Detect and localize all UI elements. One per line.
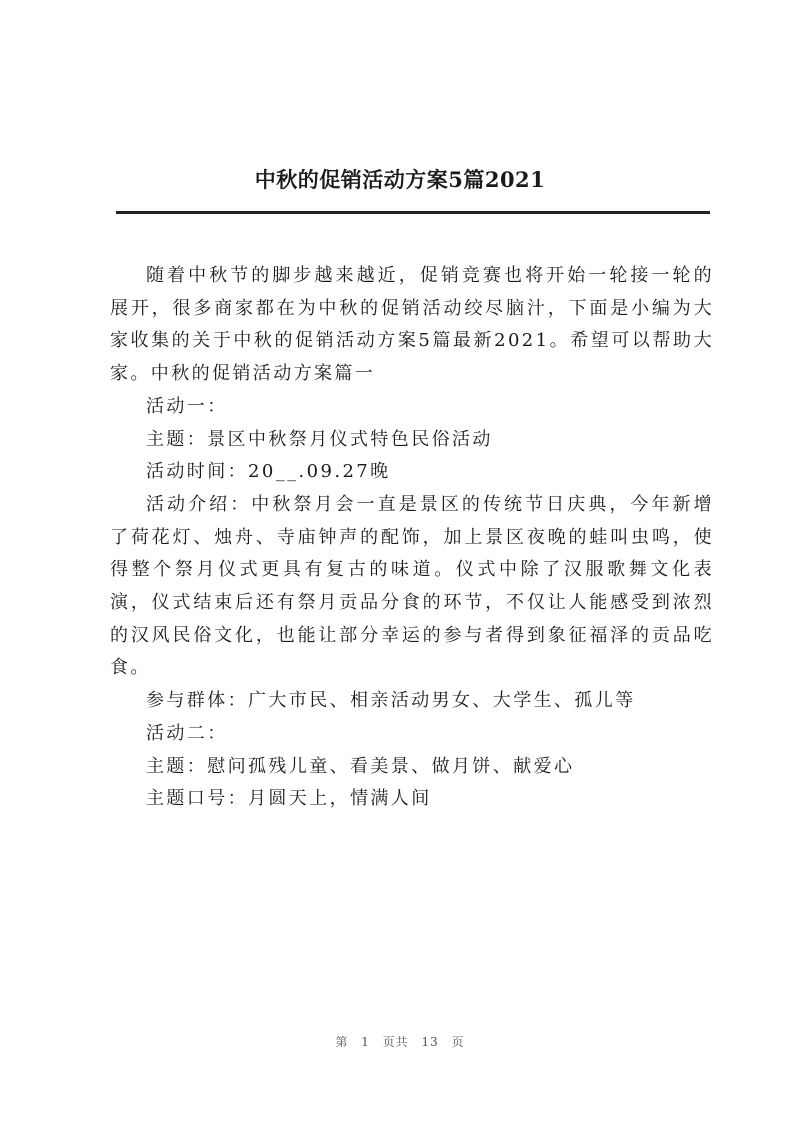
footer-middle: 页共: [382, 1035, 409, 1049]
activity-two-theme: 主题：慰问孤残儿童、看美景、做月饼、献爱心: [146, 755, 575, 777]
footer-suffix: 页: [451, 1035, 465, 1049]
activity-one-time: 活动时间：20__.09.27晚: [146, 461, 391, 483]
footer-prefix: 第: [335, 1035, 349, 1049]
activity-one-description: 活动介绍：中秋祭月会一直是景区的传统节日庆典，今年新增了荷花灯、烛舟、寺庙钟声的配饰，加上景区夜晚的蛙叫虫鸣，使得整个祭月仪式更具有复古的味道。仪式中除了汉服歌舞文化表演，仪式结束后还有祭月贡品分食的环节，不仅让人能感受到浓烈的汉风民俗文化，也能让部分幸运的参与者得到象征福泽的贡品吃食。: [110, 493, 714, 679]
page-title: 中秋的促销活动方案5篇2021: [254, 167, 546, 192]
activity-one-participants: 参与群体：广大市民、相亲活动男女、大学生、孤儿等: [146, 690, 636, 712]
activity-one-theme: 主题：景区中秋祭月仪式特色民俗活动: [146, 428, 493, 450]
page-footer: [0, 1033, 800, 1050]
activity-one-heading: 活动一：: [146, 395, 228, 417]
document-body: [110, 260, 714, 816]
intro-paragraph: 随着中秋节的脚步越来越近，促销竞赛也将开始一轮接一轮的展开，很多商家都在为中秋的促销活动绞尽脑汁，下面是小编为大家收集的关于中秋的促销活动方案5篇最新2021。希望可以帮助大家。中秋的促销活动方案篇一: [110, 265, 714, 385]
activity-two-heading: 活动二：: [146, 722, 228, 744]
footer-page-number: 1: [361, 1035, 370, 1049]
activity-two-slogan: 主题口号：月圆天上，情满人间: [146, 788, 432, 810]
title-divider: [116, 211, 710, 214]
footer-total-pages: 13: [421, 1035, 439, 1049]
